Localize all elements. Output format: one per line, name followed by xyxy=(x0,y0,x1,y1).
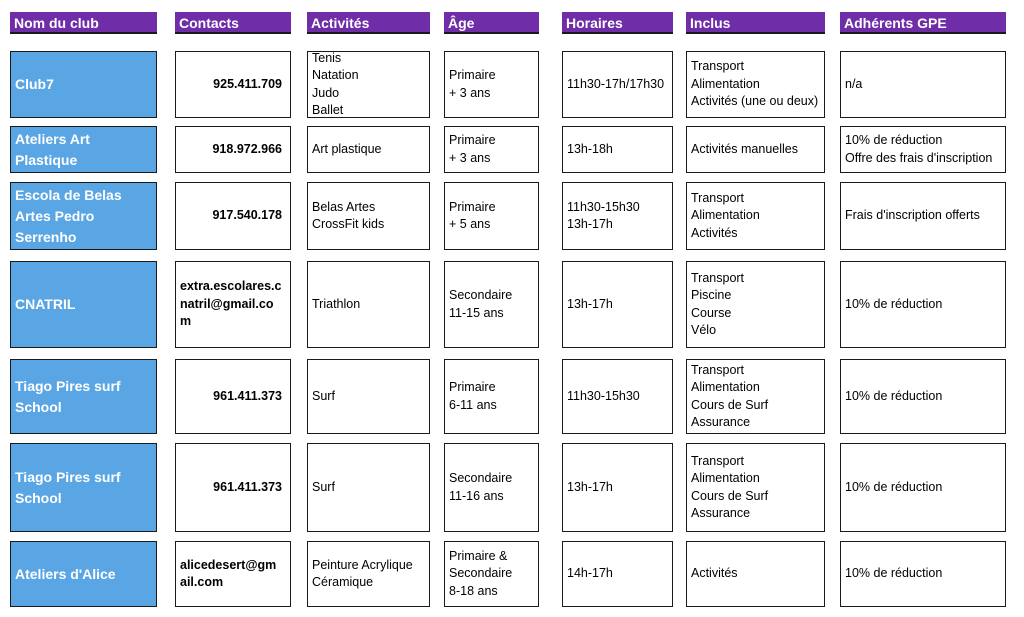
horaires-cell xyxy=(562,359,673,434)
table-row-club-name xyxy=(10,359,157,434)
activites-value: Tenis Natation Judo Ballet xyxy=(312,51,359,117)
age-value: Primaire + 3 ans xyxy=(449,133,496,165)
header-contacts: Contacts xyxy=(175,12,291,34)
age-cell xyxy=(444,126,539,173)
inclus-cell xyxy=(686,261,825,348)
club-name: Tiago Pires surf School xyxy=(15,377,121,415)
adherents-cell xyxy=(840,261,1006,348)
club-name: Tiago Pires surf School xyxy=(15,468,121,506)
horaires-cell xyxy=(562,182,673,250)
adherents-value: 10% de réduction xyxy=(845,566,943,581)
adherents-value: Frais d'inscription offerts xyxy=(845,208,980,223)
age-value: Primaire + 3 ans xyxy=(449,68,496,100)
age-value: Secondaire 11-16 ans xyxy=(449,471,513,503)
adherents-value: 10% de réduction Offre des frais d'inscription xyxy=(845,133,993,165)
horaires-cell xyxy=(562,261,673,348)
inclus-value: Transport Alimentation Activités (une ou deux) xyxy=(691,59,819,109)
age-cell xyxy=(444,359,539,434)
adherents-cell xyxy=(840,182,1006,250)
contact-value: 961.411.373 xyxy=(213,479,282,494)
activites-value: Belas Artes CrossFit kids xyxy=(312,199,385,231)
header-club: Nom du club xyxy=(10,12,157,34)
horaires-cell xyxy=(562,51,673,118)
contact-cell xyxy=(175,443,291,532)
header-activites: Activités xyxy=(307,12,430,34)
table-row-club-name xyxy=(10,541,157,607)
contact-value: extra.escolares.cnatril@gmail.com xyxy=(180,279,282,329)
horaires-cell xyxy=(562,541,673,607)
activites-cell xyxy=(307,182,430,250)
contact-value: 961.411.373 xyxy=(213,388,282,403)
inclus-cell xyxy=(686,541,825,607)
contact-cell xyxy=(175,126,291,173)
inclus-value: Transport Alimentation Cours de Surf Assurance xyxy=(691,453,769,520)
contact-value: 925.411.709 xyxy=(213,76,282,91)
activites-cell xyxy=(307,126,430,173)
contact-cell xyxy=(175,51,291,118)
contact-value: 917.540.178 xyxy=(212,208,282,223)
contact-cell xyxy=(175,359,291,434)
activites-value: Triathlon xyxy=(312,296,361,311)
activites-cell xyxy=(307,359,430,434)
horaires-cell xyxy=(562,443,673,532)
table-row-club-name xyxy=(10,51,157,118)
inclus-cell xyxy=(686,359,825,434)
age-cell xyxy=(444,443,539,532)
inclus-cell xyxy=(686,443,825,532)
activites-value: Peinture Acrylique Céramique xyxy=(312,557,413,589)
activites-value: Surf xyxy=(312,388,335,403)
activites-cell xyxy=(307,261,430,348)
table-row-club-name xyxy=(10,261,157,348)
contact-cell xyxy=(175,182,291,250)
header-horaires: Horaires xyxy=(562,12,673,34)
adherents-cell xyxy=(840,541,1006,607)
horaires-value: 14h-17h xyxy=(567,566,613,581)
horaires-value: 11h30-15h30 13h-17h xyxy=(567,199,640,231)
table-row-club-name xyxy=(10,182,157,250)
adherents-cell xyxy=(840,126,1006,173)
activites-value: Art plastique xyxy=(312,141,382,156)
activites-cell xyxy=(307,51,430,118)
adherents-value: 10% de réduction xyxy=(845,296,943,311)
activites-value: Surf xyxy=(312,479,335,494)
horaires-value: 11h30-15h30 xyxy=(567,388,640,403)
age-cell xyxy=(444,182,539,250)
table-row-club-name xyxy=(10,443,157,532)
horaires-cell xyxy=(562,126,673,173)
club-name: Club7 xyxy=(15,76,54,92)
inclus-value: Transport Alimentation Activités xyxy=(691,190,760,240)
club-name: Escola de Belas Artes Pedro Serrenho xyxy=(15,186,122,245)
adherents-cell xyxy=(840,51,1006,118)
contact-value: 918.972.966 xyxy=(212,141,282,156)
activites-cell xyxy=(307,443,430,532)
header-adherents: Adhérents GPE xyxy=(840,12,1006,34)
adherents-cell xyxy=(840,359,1006,434)
horaires-value: 11h30-17h/17h30 xyxy=(567,76,665,91)
adherents-cell xyxy=(840,443,1006,532)
age-cell xyxy=(444,261,539,348)
inclus-value: Activités manuelles xyxy=(691,141,798,156)
age-value: Primaire 6-11 ans xyxy=(449,380,497,412)
age-cell xyxy=(444,51,539,118)
age-value: Primaire & Secondaire 8-18 ans xyxy=(449,548,513,598)
header-age: Âge xyxy=(444,12,539,34)
club-name: Ateliers d'Alice xyxy=(15,565,116,582)
inclus-value: Activités xyxy=(691,566,738,581)
adherents-value: 10% de réduction xyxy=(845,388,943,403)
horaires-value: 13h-18h xyxy=(567,141,613,156)
club-name: Ateliers Art Plastique xyxy=(15,130,90,168)
contact-value: alicedesert@gmail.com xyxy=(180,557,277,589)
age-value: Primaire + 5 ans xyxy=(449,199,496,231)
age-cell xyxy=(444,541,539,607)
adherents-value: n/a xyxy=(845,76,863,91)
inclus-value: Transport Alimentation Cours de Surf Assurance xyxy=(691,362,769,429)
horaires-value: 13h-17h xyxy=(567,296,613,311)
contact-cell xyxy=(175,541,291,607)
inclus-cell xyxy=(686,126,825,173)
age-value: Secondaire 11-15 ans xyxy=(449,288,513,320)
header-inclus: Inclus xyxy=(686,12,825,34)
club-name: CNATRIL xyxy=(15,296,76,312)
activites-cell xyxy=(307,541,430,607)
inclus-cell xyxy=(686,182,825,250)
table-row-club-name xyxy=(10,126,157,173)
inclus-cell xyxy=(686,51,825,118)
adherents-value: 10% de réduction xyxy=(845,479,943,494)
horaires-value: 13h-17h xyxy=(567,479,613,494)
inclus-value: Transport Piscine Course Vélo xyxy=(691,270,745,337)
contact-cell xyxy=(175,261,291,348)
